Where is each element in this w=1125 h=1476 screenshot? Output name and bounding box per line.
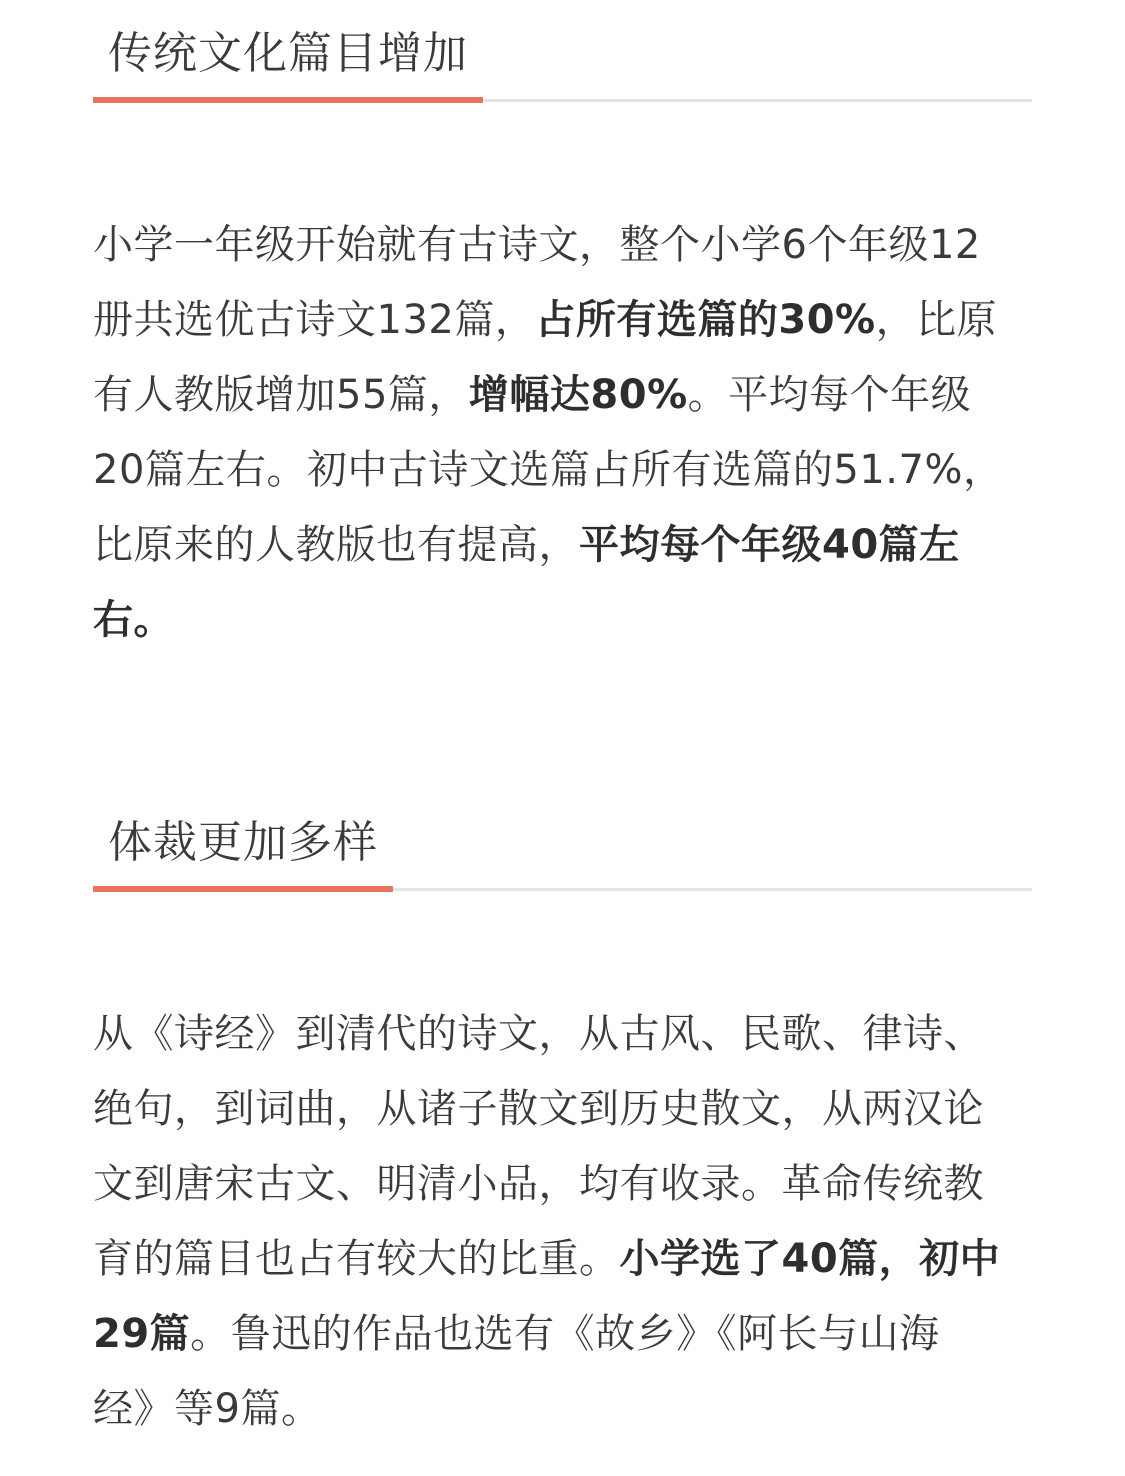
section-heading-2 (93, 817, 1032, 897)
paragraph-line (93, 1147, 1043, 1222)
bold-text: 占所有选篇的30% (535, 297, 876, 343)
paragraph-genre-variety (93, 997, 1043, 1447)
heading-accent-bar (93, 886, 393, 892)
bold-text: 平均每个年级40篇左 (579, 522, 960, 568)
text-run: 文到唐宋古文、明清小品，均有收录。革命传统教 (93, 1161, 984, 1207)
bold-text: 29篇 (93, 1311, 191, 1357)
text-run: 经》等9篇。 (93, 1386, 322, 1432)
text-run: 册共选优古诗文132篇， (93, 297, 536, 343)
section-title: 传统文化篇目增加 (108, 28, 468, 79)
paragraph-line (93, 1222, 1043, 1297)
paragraph-line (93, 208, 1043, 283)
text-run: 育的篇目也占有较大的比重。 (93, 1236, 620, 1282)
text-run: ，比原 (875, 297, 998, 343)
paragraph-line (93, 583, 1043, 658)
section-title: 体裁更加多样 (108, 817, 378, 868)
paragraph-line (93, 283, 1043, 358)
paragraph-line (93, 1372, 1043, 1447)
text-run: 20篇左右。初中古诗文选篇占所有选篇的51.7%， (93, 447, 1004, 493)
text-run: 。鲁迅的作品也选有《故乡》《阿长与山海 (190, 1311, 940, 1357)
bold-text: 右。 (93, 597, 174, 643)
paragraph-line (93, 358, 1043, 433)
text-run: 比原来的人教版也有提高， (93, 522, 579, 568)
text-run: 绝句，到词曲，从诸子散文到历史散文，从两汉论 (93, 1086, 984, 1132)
paragraph-line (93, 1297, 1043, 1372)
paragraph-line (93, 997, 1043, 1072)
text-run: 小学一年级开始就有古诗文，整个小学6个年级12 (93, 222, 981, 268)
paragraph-line (93, 433, 1043, 508)
heading-accent-bar (93, 97, 483, 103)
text-run: 有人教版增加55篇， (93, 372, 469, 418)
bold-text: 小学选了40篇，初中 (619, 1236, 1001, 1282)
bold-text: 增幅达80% (468, 372, 688, 418)
text-run: 从《诗经》到清代的诗文，从古风、民歌、律诗、 (93, 1011, 984, 1057)
paragraph-traditional-culture (93, 208, 1043, 658)
text-run: 。平均每个年级 (687, 372, 972, 418)
paragraph-line (93, 508, 1043, 583)
section-heading-1 (93, 28, 1032, 108)
paragraph-line (93, 1072, 1043, 1147)
